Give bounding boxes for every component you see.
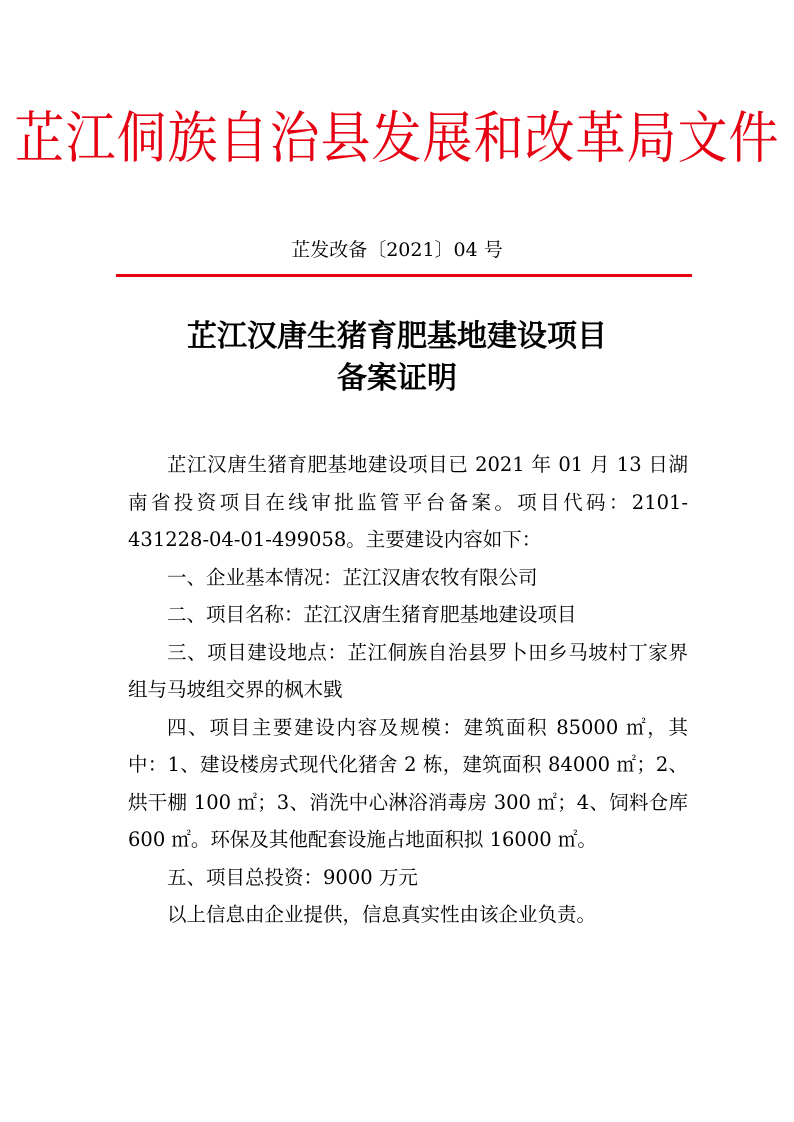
body-paragraph-disclaimer: 以上信息由企业提供，信息真实性由该企业负责。 [167, 903, 597, 926]
title-line-2: 备案证明 [337, 361, 457, 396]
body-paragraph-intro: 芷江汉唐生猪育肥基地建设项目已 2021 年 01 月 13 日湖南省投资项目在线审批监管平台备案。项目代码：2101-431228-04-01-499058。主要建设内容如下： [128, 453, 688, 551]
title-line-1: 芷江汉唐生猪育肥基地建设项目 [187, 319, 607, 354]
document-title [0, 316, 794, 400]
body-paragraph-location: 三、项目建设地点：芷江侗族自治县罗卜田乡马坡村丁家界组与马坡组交界的枫木戥 [128, 640, 688, 701]
issuing-authority-header: 芷江侗族自治县发展和改革局文件 [14, 105, 780, 171]
body-paragraph-investment: 五、项目总投资：9000 万元 [167, 865, 418, 889]
body-paragraph-enterprise: 一、企业基本情况：芷江汉唐农牧有限公司 [167, 565, 538, 589]
document-body [128, 446, 688, 934]
body-paragraph-scale: 四、项目主要建设内容及规模：建筑面积 85000 ㎡，其中：1、建设楼房式现代化猪舍 2 栋，建筑面积 84000 ㎡；2、烘干棚 100 ㎡；3、消洗中心淋浴消毒房 300 ㎡；4、饲料仓库 600 ㎡。环保及其他配套设施占地面积拟 16000 ㎡。 [128, 715, 688, 851]
document-number: 芷发改备〔2021〕04 号 [291, 239, 503, 261]
red-divider-line [116, 274, 692, 277]
body-paragraph-project-name: 二、项目名称：芷江汉唐生猪育肥基地建设项目 [167, 603, 577, 626]
